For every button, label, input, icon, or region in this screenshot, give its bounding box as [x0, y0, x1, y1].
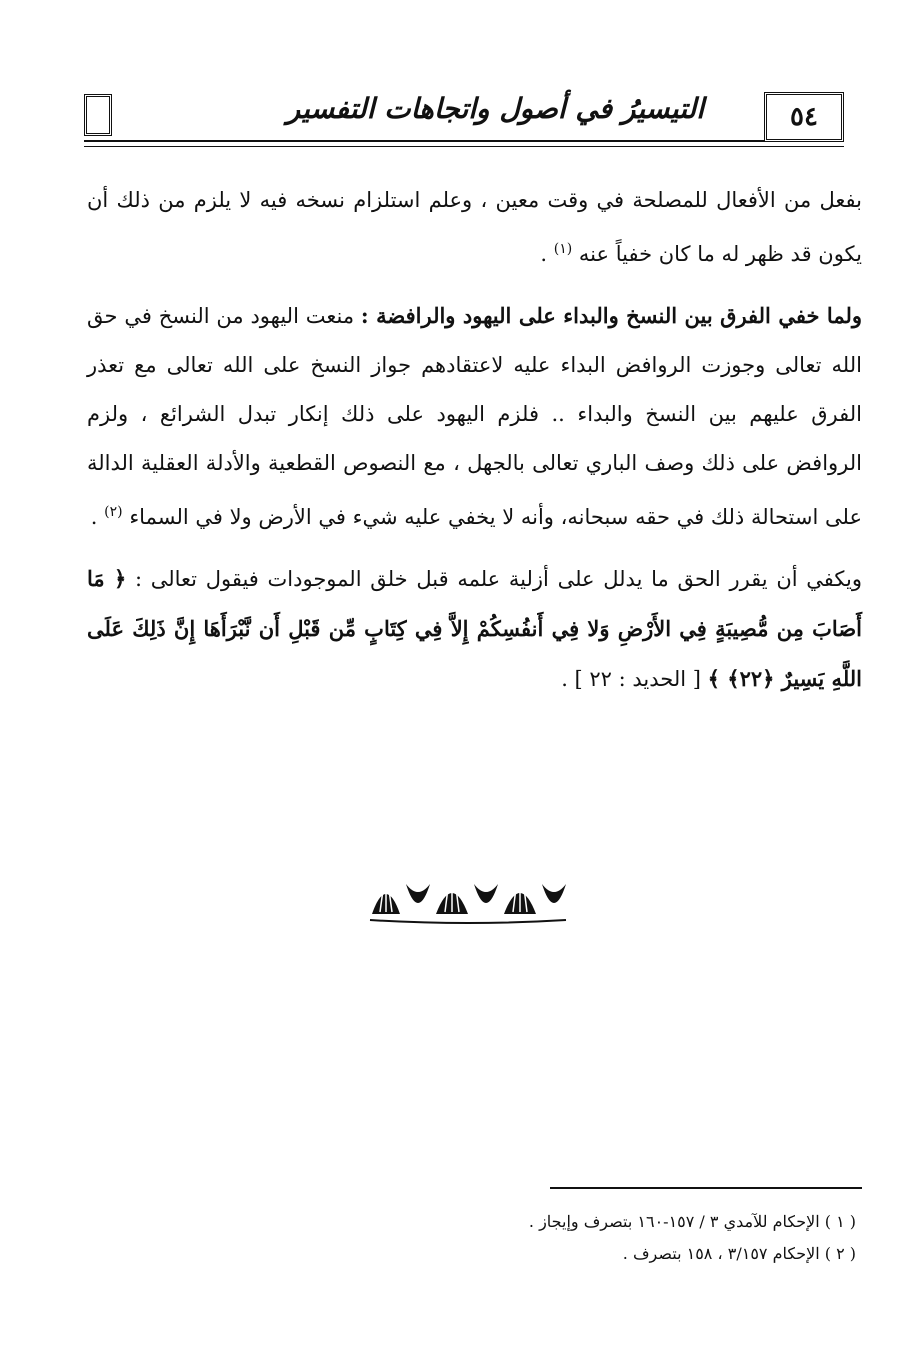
paragraph-1	[87, 176, 862, 279]
footnote-1: ( ١ ) الإحكام للآمدي ٣ / ١٥٧-١٦٠ بتصرف وإيجاز .	[528, 1212, 856, 1231]
quran-verse: ﴿ مَا أَصَابَ مِن مُّصِيبَةٍ فِي الأَرْضِ وَلا فِي أَنفُسِكُمْ إِلاَّ فِي كِتَابٍ مِّن قَبْلِ أَن نَّبْرَأَهَا إِنَّ ذَلِكَ عَلَى اللَّهِ يَسِيرٌ ﴿٢٢﴾ ﴾	[87, 566, 862, 691]
paragraph-2	[87, 291, 862, 542]
paragraph-3-text: ويكفي أن يقرر الحق ما يدلل على أزلية علمه قبل خلق الموجودات فيقول تعالى :	[134, 567, 862, 591]
paragraph-1-text: بفعل من الأفعال للمصلحة في وقت معين ، وعلم استلزام نسخه فيه لا يلزم من ذلك أن يكون قد ظهر له ما كان خفياً عنه	[87, 188, 862, 266]
running-title: التيسيرُ في أصول واتجاهات التفسير	[277, 92, 714, 125]
paragraph-2-end: .	[90, 505, 98, 529]
paragraph-2-lead: ولما خفي الفرق بين النسخ والبداء على اليهود والرافضة :	[360, 303, 863, 328]
page-header	[84, 92, 844, 156]
header-rule-bottom	[84, 146, 844, 147]
footnotes	[356, 1206, 856, 1270]
header-rule-top	[84, 140, 844, 142]
main-text	[87, 176, 862, 716]
footnote-ref-1: (١)	[553, 241, 573, 257]
header-left-ornament	[84, 94, 112, 136]
footnote-divider	[550, 1187, 862, 1189]
quran-reference: [ الحديد : ٢٢ ] .	[561, 667, 701, 691]
paragraph-1-end: .	[540, 242, 548, 266]
footnote-2: ( ٢ ) الإحكام ٣/١٥٧ ، ١٥٨ بتصرف .	[622, 1244, 856, 1263]
page-number: ٥٤	[764, 92, 844, 142]
footnote-ref-2: (٢)	[104, 504, 123, 520]
paragraph-3	[87, 554, 862, 704]
decorative-ornament	[366, 870, 570, 928]
paragraph-2-text: منعت اليهود من النسخ في حق الله تعالى وجوزت الروافض البداء عليه لاعتقادهم جواز النسخ على الله تعالى مع تعذر الفرق عليهم بين النسخ والبداء .. فلزم اليهود على ذلك إنكار تبدل الشرائع ، ولزم الروافض على ذلك وصف الباري تعالى بالجهل ، مع النصوص القطعية والأدلة العقلية الدالة على استحالة ذلك في حقه سبحانه، وأنه لا يخفي عليه شيء في الأرض ولا في السماء	[87, 304, 862, 529]
